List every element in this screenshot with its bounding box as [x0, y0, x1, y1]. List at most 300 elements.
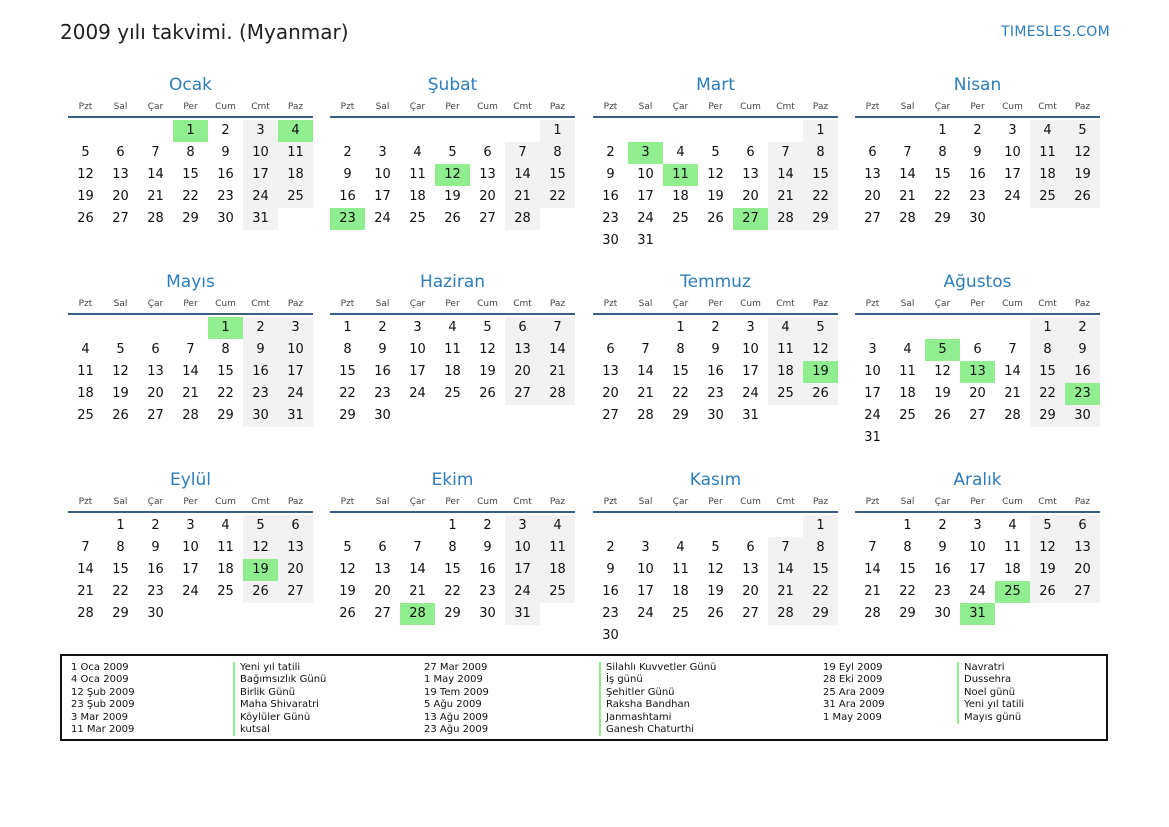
day-cell: 23	[217, 189, 234, 204]
day-cell: 1	[903, 518, 912, 533]
day-cell: 4	[676, 540, 685, 555]
day-cell: 25	[217, 584, 234, 599]
holiday-dates-col-1	[71, 662, 135, 736]
day-cell: 14	[899, 167, 916, 182]
weekday-label: Paz	[812, 102, 829, 112]
holiday-entry: Noel günü	[964, 686, 1016, 698]
day-cell: 25	[444, 386, 461, 401]
day-cell: 13	[278, 537, 313, 559]
weekday-label: Per	[708, 299, 723, 309]
day-cell: 29	[217, 408, 234, 423]
holiday-entry: 11 Mar 2009	[71, 724, 135, 736]
weekday-label: Pzt	[340, 497, 355, 507]
day-cell: 1	[676, 320, 685, 335]
empty-cell	[103, 317, 138, 339]
day-cell: 12	[77, 167, 94, 182]
day-cell: 16	[243, 361, 278, 383]
day-cell: 22	[444, 584, 461, 599]
day-cell: 2	[711, 320, 720, 335]
empty-cell	[173, 317, 208, 339]
day-cell: 1	[938, 123, 947, 138]
day-cell: 20	[1065, 559, 1100, 581]
day-cell: 24	[742, 386, 759, 401]
day-grid	[855, 118, 1100, 230]
holiday-entry: Yeni yıl tatili	[240, 662, 301, 673]
day-cell: 20	[147, 386, 164, 401]
weekday-label: Per	[445, 299, 460, 309]
day-cell: 26	[339, 606, 356, 621]
day-cell: 1	[116, 518, 125, 533]
day-cell: 18	[444, 364, 461, 379]
day-cell: 20	[278, 559, 313, 581]
holiday-entry: 19 Tem 2009	[424, 686, 489, 698]
day-cell: 22	[803, 186, 838, 208]
weekday-label: Sal	[638, 299, 653, 309]
weekday-label: Sal	[638, 102, 653, 112]
day-cell: 9	[1065, 339, 1100, 361]
day-cell: 13	[1065, 537, 1100, 559]
day-cell: 27	[864, 211, 881, 226]
day-cell: 18	[77, 386, 94, 401]
holiday-entry: 3 Mar 2009	[71, 711, 129, 723]
weekday-label: Paz	[1074, 497, 1091, 507]
day-cell: 17	[742, 364, 759, 379]
holiday-entry: Şehitler Günü	[606, 686, 675, 698]
day-cell: 8	[938, 145, 947, 160]
day-cell: 7	[903, 145, 912, 160]
holiday-entry: Mayıs günü	[964, 711, 1022, 723]
month-name: Ağustos	[943, 272, 1012, 292]
day-cell: 8	[903, 540, 912, 555]
empty-cell	[593, 317, 628, 339]
weekday-label: Sal	[113, 102, 128, 112]
day-cell: 10	[243, 142, 278, 164]
day-cell: 17	[243, 164, 278, 186]
empty-cell	[855, 120, 890, 142]
weekday-label: Cum	[215, 497, 236, 507]
day-cell: 7	[505, 142, 540, 164]
day-cell: 9	[221, 145, 230, 160]
day-cell: 10	[637, 562, 654, 577]
month-6	[330, 271, 575, 427]
weekday-label: Sal	[375, 102, 390, 112]
month-5	[68, 271, 313, 427]
day-cell: 2	[151, 518, 160, 533]
holiday-entry: 1 May 2009	[823, 711, 882, 723]
weekday-header	[855, 497, 1100, 513]
day-cell: 12	[934, 364, 951, 379]
day-cell: 21	[505, 186, 540, 208]
day-cell: 9	[483, 540, 492, 555]
day-cell: 9	[973, 145, 982, 160]
day-cell: 3	[505, 515, 540, 537]
empty-cell	[663, 515, 698, 537]
day-cell: 31	[243, 208, 278, 230]
day-cell: 16	[1065, 361, 1100, 383]
day-cell: 21	[540, 361, 575, 383]
holiday-list	[60, 654, 1108, 741]
weekday-label: Pzt	[78, 299, 93, 309]
day-cell: 17	[278, 361, 313, 383]
day-cell: 28	[540, 383, 575, 405]
day-cell: 27	[969, 408, 986, 423]
weekday-label: Çar	[147, 497, 164, 507]
day-cell: 14	[409, 562, 426, 577]
day-cell: 22	[1030, 383, 1065, 405]
day-cell: 28	[77, 606, 94, 621]
weekday-label: Per	[708, 497, 723, 507]
day-cell: 3	[641, 540, 650, 555]
day-cell: 2	[243, 317, 278, 339]
holiday-entry: Dussehra	[964, 674, 1012, 686]
day-cell: 9	[151, 540, 160, 555]
day-cell: 1	[1030, 317, 1065, 339]
holiday-day-cell: 3	[628, 142, 663, 164]
day-cell: 30	[602, 233, 619, 248]
holiday-entry: 1 May 2009	[424, 674, 483, 686]
day-cell: 4	[903, 342, 912, 357]
holiday-entry: 28 Eki 2009	[823, 674, 883, 686]
day-cell: 4	[1008, 518, 1017, 533]
month-12	[855, 469, 1100, 625]
day-cell: 26	[77, 211, 94, 226]
holiday-entry: 27 Mar 2009	[424, 662, 488, 673]
holiday-entry: Bağımsızlık Günü	[240, 674, 327, 686]
day-cell: 2	[221, 123, 230, 138]
holiday-entry: 4 Oca 2009	[71, 674, 129, 686]
day-cell: 6	[606, 342, 615, 357]
weekday-label: Sal	[113, 497, 128, 507]
day-cell: 16	[374, 364, 391, 379]
weekday-label: Cmt	[513, 102, 532, 112]
holiday-entry: Maha Shivaratri	[240, 699, 319, 711]
weekday-header	[68, 497, 313, 513]
day-cell: 19	[707, 189, 724, 204]
month-name: Nisan	[953, 75, 1002, 95]
day-cell: 12	[707, 562, 724, 577]
weekday-label: Paz	[1074, 299, 1091, 309]
holiday-day-cell: 27	[733, 208, 768, 230]
holiday-day-cell: 31	[960, 603, 995, 625]
day-cell: 25	[672, 606, 689, 621]
empty-cell	[68, 120, 103, 142]
day-grid	[330, 118, 575, 230]
day-cell: 22	[339, 386, 356, 401]
day-cell: 16	[969, 167, 986, 182]
day-cell: 24	[182, 584, 199, 599]
day-cell: 15	[934, 167, 951, 182]
day-cell: 3	[278, 317, 313, 339]
day-cell: 5	[1030, 515, 1065, 537]
month-10	[330, 469, 575, 625]
day-cell: 5	[243, 515, 278, 537]
day-cell: 8	[343, 342, 352, 357]
month-11	[593, 469, 838, 647]
day-cell: 7	[151, 145, 160, 160]
month-name: Aralık	[953, 470, 1002, 490]
day-cell: 2	[1065, 317, 1100, 339]
day-cell: 24	[637, 606, 654, 621]
weekday-label: Pzt	[603, 102, 618, 112]
holiday-day-cell: 4	[278, 120, 313, 142]
day-cell: 21	[899, 189, 916, 204]
day-cell: 20	[864, 189, 881, 204]
holiday-entry: 23 Şub 2009	[71, 699, 135, 711]
month-name: Şubat	[427, 75, 478, 95]
day-cell: 5	[343, 540, 352, 555]
day-cell: 11	[409, 167, 426, 182]
day-cell: 29	[1030, 405, 1065, 427]
day-cell: 27	[112, 211, 129, 226]
weekday-header	[68, 299, 313, 315]
day-cell: 1	[540, 120, 575, 142]
month-7	[593, 271, 838, 427]
day-cell: 3	[243, 120, 278, 142]
day-cell: 11	[77, 364, 94, 379]
empty-cell	[768, 515, 803, 537]
weekday-label: Per	[970, 102, 985, 112]
day-cell: 27	[374, 606, 391, 621]
day-cell: 18	[1030, 164, 1065, 186]
weekday-label: Cmt	[251, 497, 270, 507]
empty-cell	[698, 515, 733, 537]
day-cell: 9	[378, 342, 387, 357]
day-cell: 23	[147, 584, 164, 599]
weekday-label: Paz	[549, 497, 566, 507]
day-cell: 6	[746, 145, 755, 160]
day-cell: 19	[1030, 559, 1065, 581]
day-cell: 24	[1004, 189, 1021, 204]
day-cell: 15	[803, 164, 838, 186]
weekday-label: Pzt	[340, 102, 355, 112]
holiday-entry: Raksha Bandhan	[606, 699, 690, 711]
day-cell: 6	[746, 540, 755, 555]
day-cell: 7	[186, 342, 195, 357]
day-cell: 30	[934, 606, 951, 621]
empty-cell	[855, 515, 890, 537]
day-cell: 28	[182, 408, 199, 423]
day-cell: 8	[221, 342, 230, 357]
day-cell: 29	[182, 211, 199, 226]
empty-cell	[138, 120, 173, 142]
day-cell: 12	[1030, 537, 1065, 559]
empty-cell	[593, 120, 628, 142]
holiday-entry: 5 Ağu 2009	[424, 699, 482, 711]
weekday-label: Sal	[638, 497, 653, 507]
day-cell: 25	[768, 383, 803, 405]
month-1	[68, 74, 313, 230]
day-cell: 22	[934, 189, 951, 204]
day-grid	[855, 513, 1100, 625]
holiday-entry: Navratri	[964, 662, 1005, 673]
day-cell: 8	[540, 142, 575, 164]
empty-cell	[103, 120, 138, 142]
empty-cell	[68, 515, 103, 537]
weekday-label: Per	[183, 299, 198, 309]
day-cell: 30	[1065, 405, 1100, 427]
day-cell: 25	[1030, 186, 1065, 208]
day-cell: 9	[606, 167, 615, 182]
empty-cell	[470, 120, 505, 142]
day-cell: 10	[505, 537, 540, 559]
day-cell: 14	[77, 562, 94, 577]
day-cell: 25	[540, 581, 575, 603]
empty-cell	[330, 515, 365, 537]
holiday-entry: 23 Ağu 2009	[424, 724, 489, 736]
day-cell: 12	[339, 562, 356, 577]
month-name: Eylül	[169, 470, 212, 490]
day-cell: 8	[448, 540, 457, 555]
site-logo[interactable]: TIMESLES.COM	[1001, 24, 1110, 40]
day-cell: 13	[742, 167, 759, 182]
day-cell: 19	[934, 386, 951, 401]
weekday-header	[68, 102, 313, 118]
weekday-header	[855, 299, 1100, 315]
day-cell: 29	[444, 606, 461, 621]
weekday-label: Çar	[934, 299, 951, 309]
day-cell: 5	[1065, 120, 1100, 142]
holiday-day-cell: 1	[173, 120, 208, 142]
weekday-header	[330, 497, 575, 513]
day-cell: 15	[217, 364, 234, 379]
day-grid	[855, 315, 1100, 449]
page-title: 2009 yılı takvimi. (Myanmar)	[60, 20, 349, 44]
day-cell: 14	[1004, 364, 1021, 379]
empty-cell	[698, 120, 733, 142]
day-cell: 4	[1030, 120, 1065, 142]
weekday-label: Cmt	[251, 299, 270, 309]
day-cell: 5	[711, 145, 720, 160]
month-4	[855, 74, 1100, 230]
weekday-label: Çar	[409, 102, 426, 112]
day-cell: 16	[602, 584, 619, 599]
day-cell: 17	[409, 364, 426, 379]
day-cell: 15	[540, 164, 575, 186]
day-cell: 10	[637, 167, 654, 182]
day-cell: 20	[479, 189, 496, 204]
day-grid	[593, 513, 838, 647]
day-cell: 29	[803, 208, 838, 230]
weekday-label: Cum	[477, 299, 498, 309]
day-cell: 12	[707, 167, 724, 182]
day-cell: 18	[672, 584, 689, 599]
weekday-label: Cmt	[1038, 497, 1057, 507]
day-cell: 12	[243, 537, 278, 559]
day-cell: 1	[448, 518, 457, 533]
day-cell: 6	[116, 145, 125, 160]
day-cell: 19	[707, 584, 724, 599]
day-cell: 21	[768, 186, 803, 208]
day-cell: 7	[768, 537, 803, 559]
day-cell: 26	[1065, 186, 1100, 208]
holiday-entry: 12 Şub 2009	[71, 686, 135, 698]
day-cell: 6	[1065, 515, 1100, 537]
day-cell: 25	[77, 408, 94, 423]
day-cell: 11	[899, 364, 916, 379]
day-cell: 18	[409, 189, 426, 204]
weekday-label: Sal	[900, 497, 915, 507]
weekday-label: Sal	[900, 299, 915, 309]
day-cell: 21	[768, 581, 803, 603]
day-cell: 6	[973, 342, 982, 357]
day-cell: 16	[217, 167, 234, 182]
empty-cell	[890, 317, 925, 339]
weekday-header	[330, 102, 575, 118]
day-cell: 11	[278, 142, 313, 164]
day-cell: 10	[1004, 145, 1021, 160]
day-cell: 4	[81, 342, 90, 357]
day-cell: 9	[606, 562, 615, 577]
weekday-label: Cum	[1002, 102, 1023, 112]
day-grid	[593, 315, 838, 427]
day-cell: 24	[969, 584, 986, 599]
day-cell: 20	[374, 584, 391, 599]
day-cell: 21	[1004, 386, 1021, 401]
day-cell: 30	[217, 211, 234, 226]
day-cell: 23	[934, 584, 951, 599]
empty-cell	[400, 120, 435, 142]
day-cell: 6	[278, 515, 313, 537]
holiday-entry: Köylüler Günü	[240, 711, 311, 723]
day-cell: 19	[444, 189, 461, 204]
month-name: Mayıs	[166, 272, 215, 292]
day-cell: 16	[479, 562, 496, 577]
empty-cell	[68, 317, 103, 339]
weekday-label: Çar	[409, 299, 426, 309]
weekday-label: Per	[708, 102, 723, 112]
day-cell: 24	[864, 408, 881, 423]
day-cell: 17	[969, 562, 986, 577]
empty-cell	[995, 317, 1030, 339]
day-cell: 17	[1004, 167, 1021, 182]
day-cell: 11	[1004, 540, 1021, 555]
weekday-header	[593, 102, 838, 118]
day-cell: 6	[378, 540, 387, 555]
day-cell: 22	[182, 189, 199, 204]
day-cell: 2	[606, 145, 615, 160]
weekday-label: Cum	[215, 102, 236, 112]
day-cell: 11	[217, 540, 234, 555]
day-cell: 16	[147, 562, 164, 577]
day-cell: 4	[768, 317, 803, 339]
holiday-entry: 13 Ağu 2009	[424, 711, 489, 723]
month-2	[330, 74, 575, 230]
day-cell: 22	[540, 186, 575, 208]
day-cell: 13	[864, 167, 881, 182]
day-cell: 22	[899, 584, 916, 599]
day-grid	[68, 315, 313, 427]
day-cell: 30	[969, 211, 986, 226]
holiday-entry: Janmashtami	[606, 711, 672, 723]
day-cell: 3	[746, 320, 755, 335]
day-cell: 5	[448, 145, 457, 160]
day-cell: 4	[540, 515, 575, 537]
day-cell: 7	[868, 540, 877, 555]
day-cell: 4	[676, 145, 685, 160]
day-cell: 1	[803, 515, 838, 537]
day-cell: 3	[378, 145, 387, 160]
day-cell: 26	[112, 408, 129, 423]
day-cell: 23	[707, 386, 724, 401]
day-cell: 7	[540, 317, 575, 339]
day-cell: 23	[969, 189, 986, 204]
day-cell: 19	[112, 386, 129, 401]
day-cell: 13	[602, 364, 619, 379]
day-cell: 6	[505, 317, 540, 339]
day-cell: 3	[186, 518, 195, 533]
empty-cell	[628, 317, 663, 339]
day-cell: 10	[409, 342, 426, 357]
